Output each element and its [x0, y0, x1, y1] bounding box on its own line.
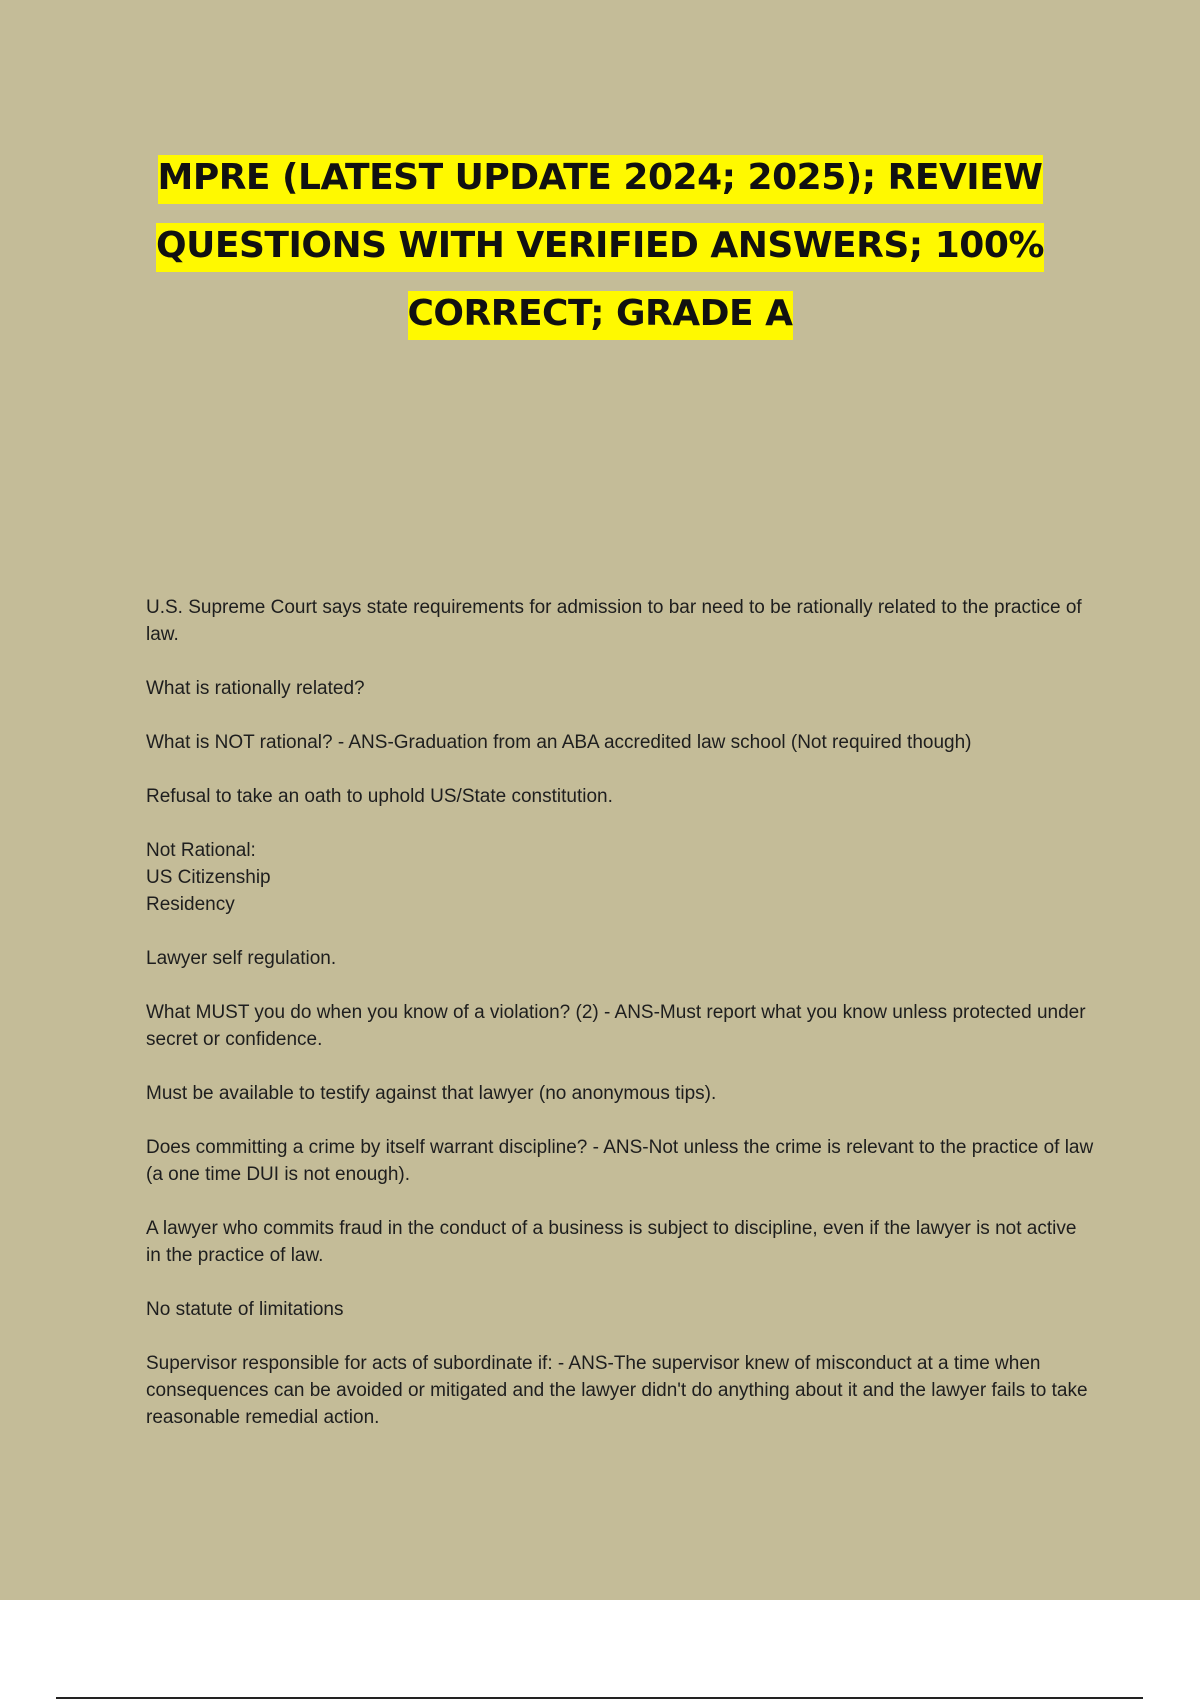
title-highlight: MPRE (LATEST UPDATE 2024; 2025); REVIEW QUESTIONS WITH VERIFIED ANSWERS; 100% CORRECT; GRADE A: [156, 155, 1044, 340]
paragraph-line: Not Rational:: [146, 840, 256, 861]
paragraph-line: US Citizenship: [146, 867, 271, 888]
paragraph-line: Residency: [146, 894, 235, 915]
paragraph: [146, 999, 1096, 1053]
paragraph-line: No statute of limitations: [146, 1299, 344, 1320]
paragraph: [146, 675, 1096, 702]
paragraph: [146, 1296, 1096, 1323]
paragraph: [146, 729, 1096, 756]
paragraph: [146, 1350, 1096, 1431]
paragraph-line: Lawyer self regulation.: [146, 948, 337, 969]
footer-divider: [56, 1697, 1143, 1699]
paragraph-line: U.S. Supreme Court says state requirements for admission to bar need to be rationally related to the practice of law.: [146, 597, 1082, 645]
paragraph-line: What is rationally related?: [146, 678, 365, 699]
document-title: [100, 144, 1100, 348]
paragraph-line: A lawyer who commits fraud in the conduct of a business is subject to discipline, even if the lawyer is not active in the practice of law.: [146, 1218, 1077, 1266]
paragraph-line: Must be available to testify against that lawyer (no anonymous tips).: [146, 1083, 717, 1104]
paragraph: [146, 1215, 1096, 1269]
paragraph: [146, 1134, 1096, 1188]
paragraph-line: Refusal to take an oath to uphold US/State constitution.: [146, 786, 613, 807]
title-block: [100, 144, 1100, 348]
paragraph: [146, 945, 1096, 972]
paragraph: [146, 594, 1096, 648]
paragraph-line: What is NOT rational? - ANS-Graduation from an ABA accredited law school (Not required though): [146, 732, 972, 753]
paragraph-line: What MUST you do when you know of a violation? (2) - ANS-Must report what you know unless protected under secret or confidence.: [146, 1002, 1086, 1050]
paragraph: [146, 1080, 1096, 1107]
paragraph: [146, 837, 1096, 918]
paragraph-line: Supervisor responsible for acts of subordinate if: - ANS-The supervisor knew of misconduct at a time when consequences can be avoided or mitigated and the lawyer didn't do anything about it and the lawyer fails to take reasonable remedial action.: [146, 1353, 1088, 1428]
document-body: [146, 594, 1096, 1458]
paragraph: [146, 783, 1096, 810]
paragraph-line: Does committing a crime by itself warrant discipline? - ANS-Not unless the crime is relevant to the practice of law (a one time DUI is not enough).: [146, 1137, 1094, 1185]
